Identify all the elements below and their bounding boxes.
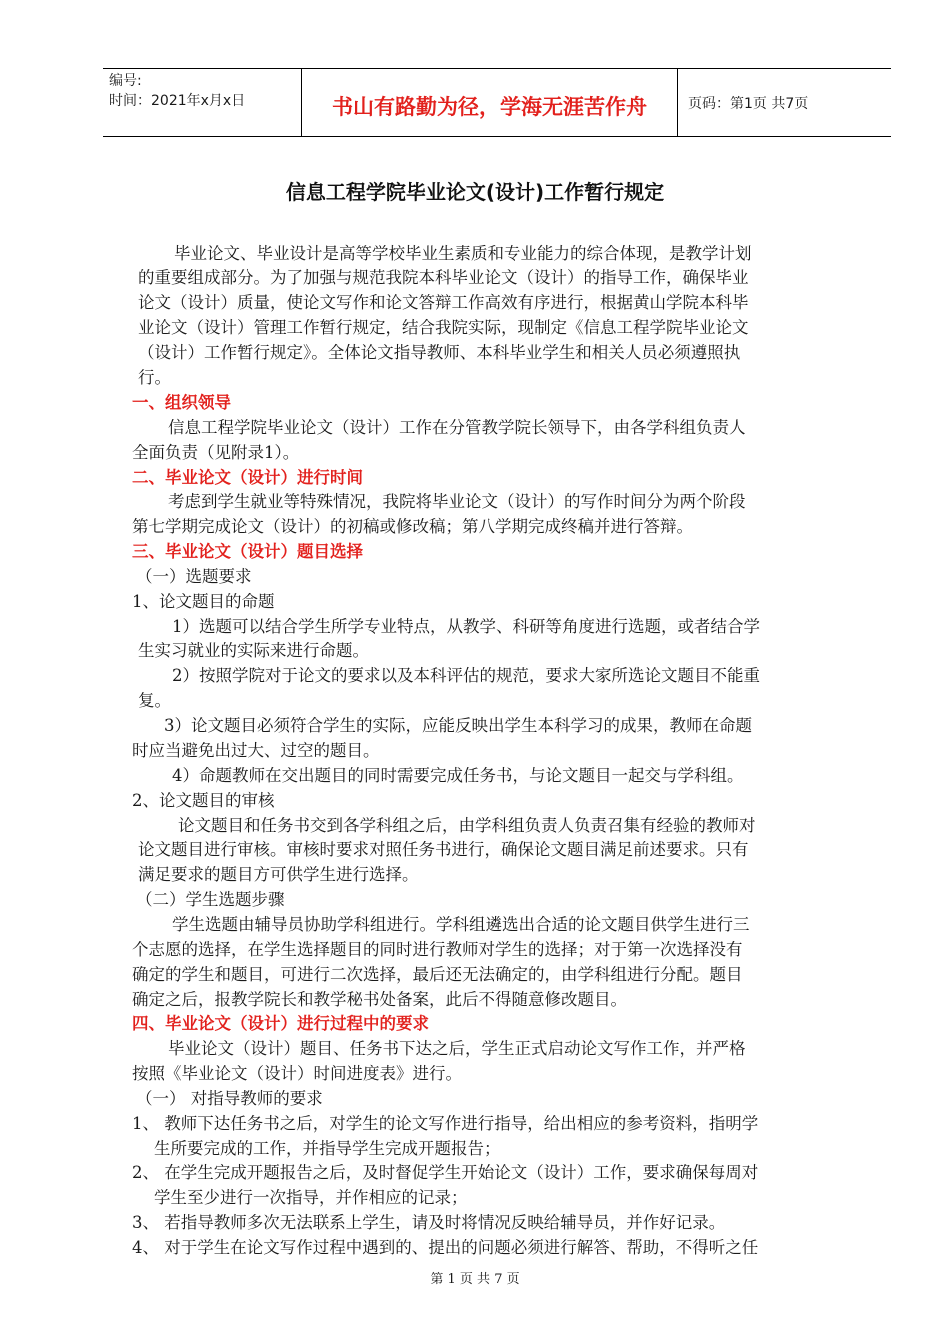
list-item: 3、 若指导教师多次无法联系上学生，请及时将情况反映给辅导员，并作好记录。 <box>132 1213 726 1232</box>
body-line: 毕业论文（设计）题目、任务书下达之后，学生正式启动论文写作工作，并严格 <box>168 1039 746 1058</box>
body-line: 论文（设计）质量，使论文写作和论文答辩工作高效有序进行，根据黄山学院本科毕 <box>138 293 749 312</box>
body-line: 论文题目和任务书交到各学科组之后，由学科组负责人负责召集有经验的教师对 <box>178 816 756 835</box>
document-title: 信息工程学院毕业论文(设计)工作暂行规定 <box>285 180 665 204</box>
section-heading: 一、组织领导 <box>132 393 231 412</box>
time-label: 时间：2021年x月x日 <box>109 93 246 109</box>
motto-text: 书山有路勤为径，学海无涯苦作舟 <box>332 95 647 119</box>
body-line: 按照《毕业论文（设计）时间进度表》进行。 <box>132 1064 462 1083</box>
page-footer: 第 1 页 共 7 页 <box>430 1272 520 1287</box>
section-heading: 二、毕业论文（设计）进行时间 <box>132 468 363 487</box>
body-line: 毕业论文、毕业设计是高等学校毕业生素质和专业能力的综合体现，是教学计划 <box>174 244 752 263</box>
body-line: 2）按照学院对于论文的要求以及本科评估的规范，要求大家所选论文题目不能重 <box>172 666 760 685</box>
body-line: 的重要组成部分。为了加强与规范我院本科毕业论文（设计）的指导工作，确保毕业 <box>138 268 749 287</box>
body-line: 时应当避免出过大、过空的题目。 <box>132 741 380 760</box>
body-line: 信息工程学院毕业论文（设计）工作在分管教学院长领导下，由各学科组负责人 <box>168 418 746 437</box>
body-line: 满足要求的题目方可供学生进行选择。 <box>138 865 419 884</box>
body-line: 第七学期完成论文（设计）的初稿或修改稿；第八学期完成终稿并进行答辩。 <box>132 517 693 536</box>
body-line: 行。 <box>138 368 171 387</box>
body-line: 3）论文题目必须符合学生的实际，应能反映出学生本科学习的成果，教师在命题 <box>164 716 752 735</box>
body-line: 个志愿的选择，在学生选择题目的同时进行教师对学生的选择；对于第一次选择没有 <box>132 940 743 959</box>
subheading: （一） 对指导教师的要求 <box>136 1089 323 1108</box>
page-info: 页码：第1页 共7页 <box>688 96 809 112</box>
list-item-continuation: 学生至少进行一次指导，并作相应的记录； <box>154 1188 468 1207</box>
subheading: （一）选题要求 <box>136 567 252 586</box>
body-line: 生实习就业的实际来进行命题。 <box>138 641 369 660</box>
body-line: 1）选题可以结合学生所学专业特点，从教学、科研等角度进行选题，或者结合学 <box>172 617 760 636</box>
list-item: 1、 教师下达任务书之后，对学生的论文写作进行指导，给出相应的参考资料，指明学 <box>132 1114 759 1133</box>
subheading: （二）学生选题步骤 <box>136 890 285 909</box>
list-item-continuation: 生所要完成的工作，并指导学生完成开题报告； <box>154 1139 501 1158</box>
list-item: 4、 对于学生在论文写作过程中遇到的、提出的问题必须进行解答、帮助，不得听之任 <box>132 1238 759 1257</box>
header-motto-cell <box>302 69 678 136</box>
body-line: （设计）工作暂行规定》。全体论文指导教师、本科毕业学生和相关人员必须遵照执 <box>138 343 741 362</box>
body-line: 学生选题由辅导员协助学科组进行。学科组遴选出合适的论文题目供学生进行三 <box>172 915 750 934</box>
body-line: 复。 <box>138 691 171 710</box>
document-header <box>103 68 891 137</box>
body-line: 论文题目进行审核。审核时要求对照任务书进行，确保论文题目满足前述要求。只有 <box>138 840 749 859</box>
body-line: 确定之后，报教学院长和教学秘书处备案，此后不得随意修改题目。 <box>132 990 627 1009</box>
section-heading: 四、毕业论文（设计）进行过程中的要求 <box>132 1014 429 1033</box>
body-line: 确定的学生和题目，可进行二次选择，最后还无法确定的，由学科组进行分配。题目 <box>132 965 743 984</box>
body-line: 全面负责（见附录1）。 <box>132 443 300 462</box>
number-label: 编号: <box>109 73 142 89</box>
header-page-cell <box>678 69 891 136</box>
list-item: 2、 在学生完成开题报告之后，及时督促学生开始论文（设计）工作，要求确保每周对 <box>132 1163 759 1182</box>
body-line: 业论文（设计）管理工作暂行规定，结合我院实际，现制定《信息工程学院毕业论文 <box>138 318 749 337</box>
subheading: 2、论文题目的审核 <box>132 791 275 810</box>
header-meta-cell <box>103 69 302 136</box>
body-line: 考虑到学生就业等特殊情况，我院将毕业论文（设计）的写作时间分为两个阶段 <box>168 492 746 511</box>
section-heading: 三、毕业论文（设计）题目选择 <box>132 542 363 561</box>
subheading: 1、论文题目的命题 <box>132 592 275 611</box>
body-line: 4）命题教师在交出题目的同时需要完成任务书，与论文题目一起交与学科组。 <box>172 766 744 785</box>
